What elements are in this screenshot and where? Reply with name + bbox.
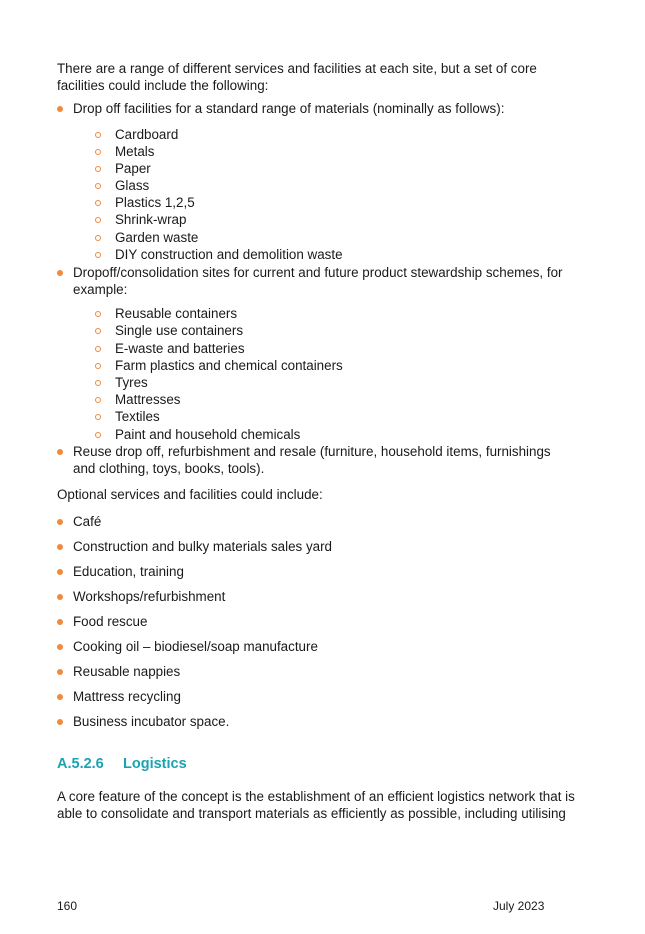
hollow-bullet-icon bbox=[95, 235, 101, 241]
bullet-dot-icon bbox=[57, 449, 63, 455]
optional-bullet-text: Education, training bbox=[73, 564, 184, 579]
sub-item-text: Metals bbox=[115, 144, 155, 159]
bullet-dot-icon bbox=[57, 669, 63, 675]
sub-item-text: Farm plastics and chemical containers bbox=[115, 358, 343, 373]
optional-bullet-text: Business incubator space. bbox=[73, 714, 230, 729]
optional-bullet-text: Reusable nappies bbox=[73, 664, 181, 679]
hollow-bullet-icon bbox=[95, 166, 101, 172]
bullet-dot-icon bbox=[57, 594, 63, 600]
sub-item-text: Textiles bbox=[115, 409, 160, 424]
optional-bullet-text: Food rescue bbox=[73, 614, 148, 629]
optional-intro: Optional services and facilities could include: bbox=[57, 487, 323, 502]
core-bullet-text: Reuse drop off, refurbishment and resale (furniture, household items, furnishings and clothing, toys, books, tools). bbox=[73, 444, 551, 477]
bullet-dot-icon bbox=[57, 569, 63, 575]
hollow-bullet-icon bbox=[95, 311, 101, 317]
core-bullet-text: Drop off facilities for a standard range of materials (nominally as follows): bbox=[73, 101, 505, 116]
bullet-dot-icon bbox=[57, 644, 63, 650]
hollow-bullet-icon bbox=[95, 149, 101, 155]
hollow-bullet-icon bbox=[95, 200, 101, 206]
section-paragraph: A core feature of the concept is the establishment of an efficient logistics network that is able to consolidate and transport materials as efficiently as possible, including utilising bbox=[57, 789, 575, 822]
sub-item-text: Garden waste bbox=[115, 230, 199, 245]
hollow-bullet-icon bbox=[95, 414, 101, 420]
sub-item-text: Plastics 1,2,5 bbox=[115, 195, 195, 210]
hollow-bullet-icon bbox=[95, 217, 101, 223]
hollow-bullet-icon bbox=[95, 328, 101, 334]
footer-date: July 2023 bbox=[493, 899, 545, 913]
hollow-bullet-icon bbox=[95, 432, 101, 438]
section-number: A.5.2.6 bbox=[57, 756, 104, 772]
optional-bullet-text: Café bbox=[73, 514, 102, 529]
sub-item-text: Cardboard bbox=[115, 127, 179, 142]
sub-item-text: Reusable containers bbox=[115, 306, 238, 321]
intro-paragraph: There are a range of different services and facilities at each site, but a set of core facilities could include the following: bbox=[57, 61, 537, 94]
optional-bullet-text: Construction and bulky materials sales yard bbox=[73, 539, 333, 554]
optional-bullet-text: Cooking oil – biodiesel/soap manufacture bbox=[73, 639, 318, 654]
sub-item-text: Shrink-wrap bbox=[115, 212, 187, 227]
hollow-bullet-icon bbox=[95, 397, 101, 403]
sub-item-text: Paint and household chemicals bbox=[115, 427, 301, 442]
hollow-bullet-icon bbox=[95, 346, 101, 352]
bullet-dot-icon bbox=[57, 270, 63, 276]
section-title: Logistics bbox=[123, 756, 187, 772]
sub-item-text: Single use containers bbox=[115, 323, 244, 338]
bullet-dot-icon bbox=[57, 106, 63, 112]
sub-item-text: Paper bbox=[115, 161, 151, 176]
sub-item-text: E-waste and batteries bbox=[115, 341, 245, 356]
core-bullet-text: Dropoff/consolidation sites for current and future product stewardship schemes, for example: bbox=[73, 265, 563, 298]
sub-item-text: DIY construction and demolition waste bbox=[115, 247, 343, 262]
optional-bullet-text: Mattress recycling bbox=[73, 689, 181, 704]
bullet-dot-icon bbox=[57, 719, 63, 725]
section-heading bbox=[57, 756, 187, 772]
hollow-bullet-icon bbox=[95, 183, 101, 189]
sub-item-text: Glass bbox=[115, 178, 150, 193]
hollow-bullet-icon bbox=[95, 363, 101, 369]
hollow-bullet-icon bbox=[95, 252, 101, 258]
bullet-dot-icon bbox=[57, 694, 63, 700]
bullet-dot-icon bbox=[57, 619, 63, 625]
sub-item-text: Mattresses bbox=[115, 392, 181, 407]
hollow-bullet-icon bbox=[95, 380, 101, 386]
bullet-dot-icon bbox=[57, 544, 63, 550]
hollow-bullet-icon bbox=[95, 132, 101, 138]
sub-item-text: Tyres bbox=[115, 375, 148, 390]
optional-bullet-text: Workshops/refurbishment bbox=[73, 589, 226, 604]
bullet-dot-icon bbox=[57, 519, 63, 525]
page-number: 160 bbox=[57, 899, 78, 913]
